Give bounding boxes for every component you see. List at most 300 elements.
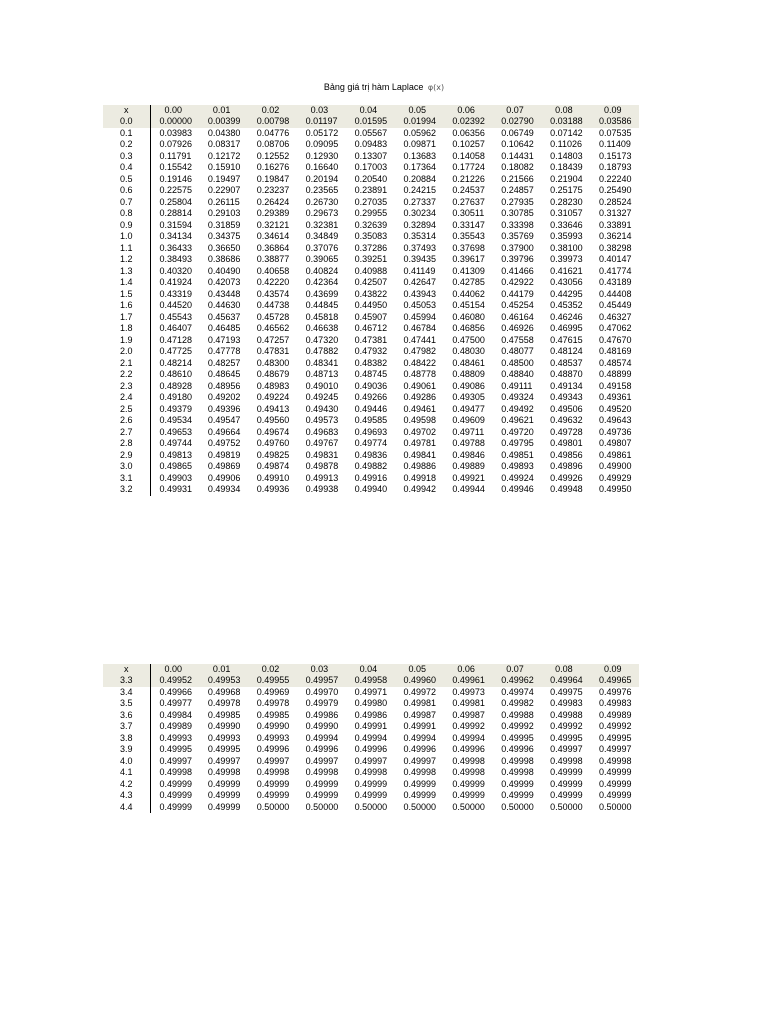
- table-cell: 0.49446: [354, 403, 388, 414]
- table-cell: 0.19146: [159, 173, 193, 184]
- header-col: 0.06: [443, 105, 492, 116]
- table-cell: 0.33147: [452, 219, 485, 230]
- table-cell: 0.20540: [354, 173, 388, 184]
- table-cell: 0.49999: [207, 790, 241, 801]
- table-cell: 0.49061: [403, 380, 436, 391]
- table-cell: 0.49993: [256, 732, 290, 743]
- table-cell: 0.48745: [354, 369, 388, 380]
- row-x-value: 3.6: [103, 710, 150, 722]
- row-x-value: 1.3: [103, 266, 150, 278]
- table-cell: 0.49889: [452, 461, 485, 472]
- row-x-value: 0.8: [103, 208, 150, 220]
- table-cell: 0.48899: [599, 369, 632, 380]
- table-cell: 0.49999: [550, 778, 583, 789]
- table-cell: 0.49990: [207, 721, 241, 732]
- table-cell: 0.49379: [159, 403, 193, 414]
- table-row: [103, 151, 639, 163]
- table-cell: 0.28524: [599, 196, 632, 207]
- table-row: [103, 220, 639, 232]
- table-cell: 0.49944: [452, 484, 485, 495]
- table-cell: 0.09871: [403, 139, 436, 150]
- table-cell: 0.05172: [305, 127, 339, 138]
- table-cell: 0.49960: [394, 675, 443, 687]
- table-cell: 0.49998: [550, 755, 583, 766]
- table-cell: 0.49987: [452, 709, 485, 720]
- table-row: [103, 139, 639, 151]
- table-cell: 0.49952: [150, 675, 199, 687]
- table-cell: 0.47831: [256, 346, 290, 357]
- table-cell: 0.49547: [207, 415, 241, 426]
- table-cell: 0.48124: [550, 346, 583, 357]
- table-cell: 0.49996: [452, 744, 485, 755]
- table-cell: 0.49991: [354, 721, 388, 732]
- table-cell: 0.49343: [550, 392, 583, 403]
- table-cell: 0.36650: [207, 242, 241, 253]
- header-col: 0.07: [492, 105, 541, 116]
- row-x-value: 1.0: [103, 231, 150, 243]
- table-cell: 0.49999: [354, 778, 388, 789]
- table-cell: 0.43574: [256, 288, 290, 299]
- row-x-value: 2.6: [103, 415, 150, 427]
- table-cell: 0.38686: [207, 254, 241, 265]
- table-cell: 0.32894: [403, 219, 436, 230]
- table-cell: 0.25175: [550, 185, 583, 196]
- table-cell: 0.01994: [394, 116, 443, 128]
- row-x-value: 3.1: [103, 473, 150, 485]
- table-cell: 0.49752: [207, 438, 241, 449]
- row-x-value: 3.5: [103, 698, 150, 710]
- table-cell: 0.29955: [354, 208, 388, 219]
- table-cell: 0.49999: [305, 778, 339, 789]
- table-cell: 0.49903: [159, 472, 193, 483]
- table-cell: 0.47320: [305, 334, 339, 345]
- table-cell: 0.24537: [452, 185, 485, 196]
- table-cell: 0.49999: [305, 790, 339, 801]
- table-row: [103, 484, 639, 496]
- table-cell: 0.22575: [159, 185, 193, 196]
- table-cell: 0.49760: [256, 438, 290, 449]
- table-cell: 0.16640: [305, 162, 339, 173]
- table-cell: 0.49998: [452, 767, 485, 778]
- table-cell: 0.01595: [346, 116, 395, 128]
- table-cell: 0.36864: [256, 242, 290, 253]
- table-cell: 0.49305: [452, 392, 485, 403]
- table-cell: 0.49846: [452, 449, 485, 460]
- table-cell: 0.47062: [599, 323, 632, 334]
- table-cell: 0.48610: [159, 369, 193, 380]
- table-cell: 0.23891: [354, 185, 388, 196]
- table-cell: 0.49992: [599, 721, 632, 732]
- table-cell: 0.49999: [354, 790, 388, 801]
- table-cell: 0.49977: [159, 698, 193, 709]
- table-cell: 0.49653: [159, 426, 193, 437]
- table-cell: 0.10257: [452, 139, 485, 150]
- row-x-value: 0.3: [103, 151, 150, 163]
- table-cell: 0.49981: [452, 698, 485, 709]
- table-cell: 0.49950: [599, 484, 632, 495]
- row-x-value: 2.4: [103, 392, 150, 404]
- table-cell: 0.49995: [550, 732, 583, 743]
- table-cell: 0.46164: [501, 311, 534, 322]
- table-cell: 0.10642: [501, 139, 534, 150]
- table-cell: 0.49958: [346, 675, 395, 687]
- table-cell: 0.45254: [501, 300, 534, 311]
- header-col: 0.05: [394, 664, 443, 675]
- table-row: [103, 461, 639, 473]
- table-cell: 0.49997: [599, 744, 632, 755]
- table-cell: 0.49702: [403, 426, 436, 437]
- table-cell: 0.49999: [403, 790, 436, 801]
- row-x-value: 2.7: [103, 427, 150, 439]
- table-cell: 0.49966: [159, 686, 193, 697]
- table-row: [103, 687, 639, 699]
- page-title: [0, 82, 768, 93]
- table-cell: 0.48214: [159, 357, 193, 368]
- table-cell: 0.49989: [599, 709, 632, 720]
- table-cell: 0.39617: [452, 254, 485, 265]
- table-cell: 0.49961: [443, 675, 492, 687]
- table-cell: 0.49286: [403, 392, 436, 403]
- table-cell: 0.49836: [354, 449, 388, 460]
- table-cell: 0.49995: [501, 732, 534, 743]
- table-cell: 0.47558: [501, 334, 534, 345]
- table-cell: 0.49997: [159, 755, 193, 766]
- table-cell: 0.07535: [599, 127, 632, 138]
- table-row: [103, 116, 639, 128]
- table-cell: 0.48983: [256, 380, 290, 391]
- table-cell: 0.46080: [452, 311, 485, 322]
- table-cell: 0.47725: [159, 346, 193, 357]
- table-cell: 0.09095: [305, 139, 339, 150]
- table-cell: 0.49999: [501, 790, 534, 801]
- table-cell: 0.49998: [159, 767, 193, 778]
- table-cell: 0.48422: [403, 357, 436, 368]
- table-cell: 0.49994: [403, 732, 436, 743]
- header-col: 0.04: [346, 105, 395, 116]
- table-cell: 0.09483: [354, 139, 388, 150]
- table-cell: 0.49781: [403, 438, 436, 449]
- table-cell: 0.49266: [354, 392, 388, 403]
- table-cell: 0.32381: [305, 219, 339, 230]
- table-cell: 0.27637: [452, 196, 485, 207]
- row-x-value: 3.8: [103, 733, 150, 745]
- table-cell: 0.21904: [550, 173, 583, 184]
- header-col: 0.09: [590, 105, 639, 116]
- table-cell: 0.40824: [305, 265, 339, 276]
- table-cell: 0.49869: [207, 461, 241, 472]
- table-cell: 0.49910: [256, 472, 290, 483]
- table-cell: 0.47670: [599, 334, 632, 345]
- table-cell: 0.49825: [256, 449, 290, 460]
- table-cell: 0.15173: [599, 150, 632, 161]
- row-x-value: 4.2: [103, 779, 150, 791]
- table-cell: 0.49993: [207, 732, 241, 743]
- table-cell: 0.48461: [452, 357, 485, 368]
- table-cell: 0.35543: [452, 231, 485, 242]
- table-cell: 0.35993: [550, 231, 583, 242]
- table-cell: 0.13683: [403, 150, 436, 161]
- table-cell: 0.05567: [354, 127, 388, 138]
- table-cell: 0.44738: [256, 300, 290, 311]
- header-col: 0.02: [248, 664, 297, 675]
- row-x-value: 0.7: [103, 197, 150, 209]
- table-cell: 0.35769: [501, 231, 534, 242]
- table-cell: 0.47615: [550, 334, 583, 345]
- table-cell: 0.24857: [501, 185, 534, 196]
- table-cell: 0.37900: [501, 242, 534, 253]
- table-cell: 0.31594: [159, 219, 193, 230]
- table-cell: 0.49999: [550, 767, 583, 778]
- table-cell: 0.26730: [305, 196, 339, 207]
- table-cell: 0.49534: [159, 415, 193, 426]
- table-cell: 0.40147: [599, 254, 632, 265]
- table-cell: 0.49992: [452, 721, 485, 732]
- row-x-value: 2.2: [103, 369, 150, 381]
- table-cell: 0.48956: [207, 380, 241, 391]
- table-cell: 0.49430: [305, 403, 339, 414]
- table-cell: 0.50000: [452, 801, 485, 812]
- row-x-value: 1.4: [103, 277, 150, 289]
- table-cell: 0.37698: [452, 242, 485, 253]
- table-cell: 0.49988: [550, 709, 583, 720]
- table-cell: 0.49994: [452, 732, 485, 743]
- table-cell: 0.04380: [207, 127, 241, 138]
- table-cell: 0.49975: [550, 686, 583, 697]
- table-cell: 0.47778: [207, 346, 241, 357]
- row-x-value: 1.5: [103, 289, 150, 301]
- table-cell: 0.49983: [599, 698, 632, 709]
- table-cell: 0.37076: [305, 242, 339, 253]
- table-row: [103, 300, 639, 312]
- row-x-value: 0.1: [103, 128, 150, 140]
- row-x-value: 1.9: [103, 335, 150, 347]
- table-cell: 0.08706: [256, 139, 290, 150]
- table-cell: 0.21566: [501, 173, 534, 184]
- table-cell: 0.49413: [256, 403, 290, 414]
- table-cell: 0.49996: [256, 744, 290, 755]
- table-cell: 0.50000: [501, 801, 534, 812]
- table-cell: 0.03586: [590, 116, 639, 128]
- row-x-value: 3.9: [103, 744, 150, 756]
- table-cell: 0.49972: [403, 686, 436, 697]
- table-cell: 0.30234: [403, 208, 436, 219]
- table-cell: 0.25490: [599, 185, 632, 196]
- table-cell: 0.46407: [159, 323, 193, 334]
- table-cell: 0.20194: [305, 173, 339, 184]
- table-row: [103, 254, 639, 266]
- table-cell: 0.49987: [403, 709, 436, 720]
- row-x-value: 3.7: [103, 721, 150, 733]
- table-cell: 0.33646: [550, 219, 583, 230]
- table-cell: 0.47441: [403, 334, 436, 345]
- table-cell: 0.30785: [501, 208, 534, 219]
- table-cell: 0.07926: [159, 139, 193, 150]
- table-cell: 0.48679: [256, 369, 290, 380]
- table-cell: 0.49924: [501, 472, 534, 483]
- table-cell: 0.49971: [354, 686, 388, 697]
- row-x-value: 0.4: [103, 162, 150, 174]
- table-cell: 0.42220: [256, 277, 290, 288]
- table-cell: 0.49999: [256, 790, 290, 801]
- table-cell: 0.37493: [403, 242, 436, 253]
- header-col: 0.07: [492, 664, 541, 675]
- table-cell: 0.49841: [403, 449, 436, 460]
- table-cell: 0.48341: [305, 357, 339, 368]
- table-cell: 0.49992: [550, 721, 583, 732]
- table-cell: 0.39796: [501, 254, 534, 265]
- table-cell: 0.49921: [452, 472, 485, 483]
- table-cell: 0.40658: [256, 265, 290, 276]
- table-cell: 0.15542: [159, 162, 193, 173]
- row-x-value: 4.4: [103, 802, 150, 814]
- table-cell: 0.27035: [354, 196, 388, 207]
- table-cell: 0.49886: [403, 461, 436, 472]
- table-cell: 0.08317: [207, 139, 241, 150]
- table-cell: 0.39973: [550, 254, 583, 265]
- table-cell: 0.49986: [305, 709, 339, 720]
- row-x-value: 1.2: [103, 254, 150, 266]
- table-cell: 0.46784: [403, 323, 436, 334]
- table-cell: 0.49948: [550, 484, 583, 495]
- table-cell: 0.42073: [207, 277, 241, 288]
- table-cell: 0.40490: [207, 265, 241, 276]
- table-cell: 0.21226: [452, 173, 485, 184]
- table-cell: 0.50000: [305, 801, 339, 812]
- table-cell: 0.36214: [599, 231, 632, 242]
- table-cell: 0.38100: [550, 242, 583, 253]
- table-cell: 0.49974: [501, 686, 534, 697]
- table-cell: 0.49999: [159, 778, 193, 789]
- header-col: 0.04: [346, 664, 395, 675]
- table-cell: 0.42507: [354, 277, 388, 288]
- table-cell: 0.12172: [207, 150, 241, 161]
- table-cell: 0.49996: [305, 744, 339, 755]
- table-cell: 0.49996: [403, 744, 436, 755]
- title-symbol: φ(x): [427, 83, 445, 92]
- table-cell: 0.03188: [541, 116, 590, 128]
- table-cell: 0.32121: [256, 219, 290, 230]
- table-cell: 0.49999: [599, 790, 632, 801]
- table-cell: 0.43699: [305, 288, 339, 299]
- table-cell: 0.50000: [403, 801, 436, 812]
- table-cell: 0.49997: [305, 755, 339, 766]
- table-cell: 0.17003: [354, 162, 388, 173]
- table-cell: 0.49997: [207, 755, 241, 766]
- table-cell: 0.49964: [541, 675, 590, 687]
- table-cell: 0.49851: [501, 449, 534, 460]
- table-cell: 0.49224: [256, 392, 290, 403]
- table-cell: 0.49865: [159, 461, 193, 472]
- table-cell: 0.48077: [501, 346, 534, 357]
- table-cell: 0.01197: [297, 116, 346, 128]
- table-header-row: [103, 105, 639, 116]
- header-col: 0.03: [297, 105, 346, 116]
- header-col: 0.03: [297, 664, 346, 675]
- table-cell: 0.49999: [159, 790, 193, 801]
- table-cell: 0.49993: [159, 732, 193, 743]
- table-row: [103, 162, 639, 174]
- table-cell: 0.49728: [550, 426, 583, 437]
- table-cell: 0.47193: [207, 334, 241, 345]
- table-cell: 0.47982: [403, 346, 436, 357]
- table-cell: 0.27935: [501, 196, 534, 207]
- table-cell: 0.41309: [452, 265, 485, 276]
- table-cell: 0.49683: [305, 426, 339, 437]
- row-x-value: 4.0: [103, 756, 150, 768]
- table-cell: 0.49086: [452, 380, 485, 391]
- table-cell: 0.49324: [501, 392, 534, 403]
- table-cell: 0.49953: [199, 675, 248, 687]
- table-row: [103, 698, 639, 710]
- table-cell: 0.45728: [256, 311, 290, 322]
- table-cell: 0.29103: [207, 208, 241, 219]
- table-cell: 0.49609: [452, 415, 485, 426]
- table-cell: 0.49999: [550, 790, 583, 801]
- table-cell: 0.49998: [305, 767, 339, 778]
- table-cell: 0.40320: [159, 265, 193, 276]
- table-cell: 0.44408: [599, 288, 632, 299]
- row-x-value: 0.6: [103, 185, 150, 197]
- table-cell: 0.38877: [256, 254, 290, 265]
- table-cell: 0.49998: [599, 755, 632, 766]
- table-cell: 0.44845: [305, 300, 339, 311]
- table-cell: 0.49585: [354, 415, 388, 426]
- table-cell: 0.02392: [443, 116, 492, 128]
- table-cell: 0.32639: [354, 219, 388, 230]
- table-cell: 0.49994: [354, 732, 388, 743]
- row-x-value: 2.5: [103, 404, 150, 416]
- table-cell: 0.44179: [501, 288, 534, 299]
- table-cell: 0.49998: [501, 767, 534, 778]
- table-cell: 0.49767: [305, 438, 339, 449]
- table-cell: 0.49965: [590, 675, 639, 687]
- table-cell: 0.49929: [599, 472, 632, 483]
- table-cell: 0.49506: [550, 403, 583, 414]
- table-cell: 0.02790: [492, 116, 541, 128]
- table-row: [103, 744, 639, 756]
- table-cell: 0.49995: [599, 732, 632, 743]
- table-cell: 0.49968: [207, 686, 241, 697]
- table-cell: 0.49720: [501, 426, 534, 437]
- table-row: [103, 323, 639, 335]
- table-cell: 0.49995: [159, 744, 193, 755]
- table-cell: 0.46926: [501, 323, 534, 334]
- table-cell: 0.45449: [599, 300, 632, 311]
- table-cell: 0.45154: [452, 300, 485, 311]
- table-cell: 0.49245: [305, 392, 339, 403]
- table-cell: 0.49962: [492, 675, 541, 687]
- table-row: [103, 733, 639, 745]
- table-cell: 0.49990: [305, 721, 339, 732]
- table-cell: 0.48574: [599, 357, 632, 368]
- table-cell: 0.26424: [256, 196, 290, 207]
- table-cell: 0.20884: [403, 173, 436, 184]
- table-cell: 0.49918: [403, 472, 436, 483]
- table-row: [103, 710, 639, 722]
- row-x-value: 0.5: [103, 174, 150, 186]
- table-cell: 0.48382: [354, 357, 388, 368]
- header-col: 0.01: [199, 105, 248, 116]
- table-cell: 0.36433: [159, 242, 193, 253]
- table-cell: 0.06749: [501, 127, 534, 138]
- table-cell: 0.49999: [599, 778, 632, 789]
- table-cell: 0.49520: [599, 403, 632, 414]
- table-cell: 0.43448: [207, 288, 241, 299]
- table-cell: 0.49900: [599, 461, 632, 472]
- table-cell: 0.48840: [501, 369, 534, 380]
- table-cell: 0.46856: [452, 323, 485, 334]
- table-cell: 0.49996: [501, 744, 534, 755]
